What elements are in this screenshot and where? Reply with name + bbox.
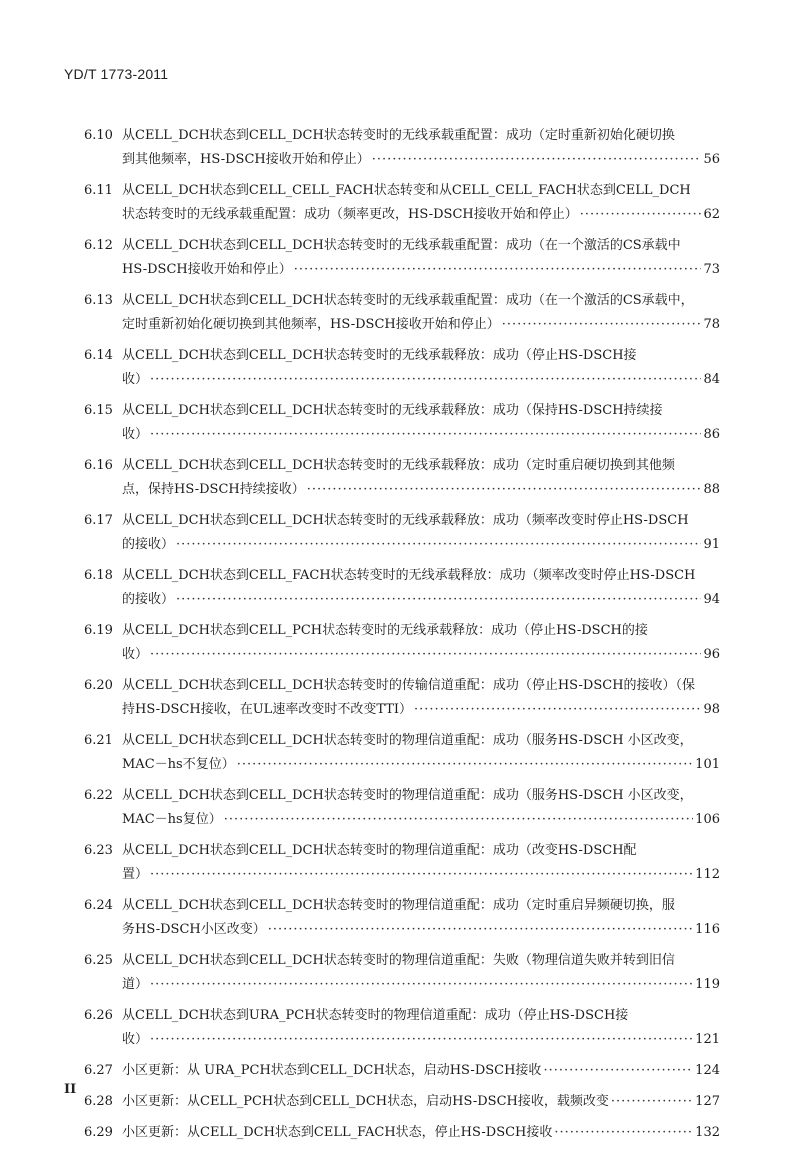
toc-entry-page-number: 91: [703, 537, 720, 552]
dot-leader: [176, 533, 701, 557]
toc-entry-last-line: [122, 478, 720, 502]
dot-leader: [502, 313, 702, 337]
toc-entry-last-line: [122, 643, 720, 667]
toc-entry-title-tail: 收）: [122, 372, 149, 387]
toc-entry-title-line: 从CELL_DCH状态到CELL_DCH状态转变时的物理信道重配：成功（服务HS-DSCH 小区改变，: [122, 733, 693, 748]
toc-entry-page-number: 94: [703, 592, 720, 607]
toc-entry-page-number: 119: [695, 977, 720, 992]
toc-entry-page-number: 73: [703, 262, 720, 277]
dot-leader: [150, 973, 693, 997]
toc-entry-title-tail: 定时重新初始化硬切换到其他频率，HS-DSCH接收开始和停止）: [122, 317, 500, 332]
toc-entry-body: [122, 509, 720, 557]
toc-entry[interactable]: [84, 234, 720, 282]
toc-entry[interactable]: [84, 289, 720, 337]
toc-entry-number: 6.10: [84, 128, 113, 143]
toc-entry-title-tail: 小区更新：从CELL_DCH状态到CELL_FACH状态，停止HS-DSCH接收: [122, 1125, 553, 1140]
toc-entry-number: 6.25: [84, 953, 113, 968]
toc-entry[interactable]: [84, 894, 720, 942]
dot-leader: [414, 698, 701, 722]
dot-leader: [150, 1028, 693, 1052]
toc-entry-body: [122, 344, 720, 392]
toc-entry-body: [122, 564, 720, 612]
toc-entry-title-line: 从CELL_DCH状态到CELL_DCH状态转变时的无线承载释放：成功（频率改变时停止HS-DSCH: [122, 513, 689, 528]
toc-entry-body: [122, 1121, 720, 1145]
toc-entry-page-number: 101: [695, 757, 720, 772]
toc-entry-title-tail: 持HS-DSCH接收，在UL速率改变时不改变TTI）: [122, 702, 413, 717]
toc-entry-number: 6.11: [84, 183, 113, 198]
toc-entry-body: [122, 289, 720, 337]
toc-entry-body: [122, 179, 720, 227]
toc-entry[interactable]: [84, 784, 720, 832]
toc-entry-last-line: [122, 918, 720, 942]
toc-entry-title-tail: MAC－hs复位）: [122, 812, 222, 827]
toc-entry-number: 6.21: [84, 733, 113, 748]
toc-entry-page-number: 116: [695, 922, 720, 937]
toc-entry-last-line: [122, 313, 720, 337]
toc-entry-page-number: 127: [695, 1094, 720, 1109]
toc-entry-number: 6.14: [84, 348, 113, 363]
toc-entry-page-number: 121: [695, 1032, 720, 1047]
toc-entry-page-number: 78: [703, 317, 720, 332]
toc-entry-number: 6.22: [84, 788, 113, 803]
toc-entry-title-line: 从CELL_DCH状态到CELL_DCH状态转变时的无线承载重配置：成功（定时重新初始化硬切换: [122, 128, 675, 143]
toc-entry-number: 6.27: [84, 1063, 113, 1078]
toc-entry-title-line: 从CELL_DCH状态到CELL_DCH状态转变时的无线承载释放：成功（保持HS-DSCH持续接: [122, 403, 663, 418]
toc-entry-number: 6.26: [84, 1008, 113, 1023]
toc-entry[interactable]: [84, 949, 720, 997]
toc-entry-last-line: [122, 588, 720, 612]
toc-entry-page-number: 106: [695, 812, 720, 827]
toc-entry-body: [122, 234, 720, 282]
toc-entry-page-number: 88: [703, 482, 720, 497]
toc-entry-number: 6.19: [84, 623, 113, 638]
toc-entry-last-line: [122, 423, 720, 447]
document-code-header: YD/T 1773-2011: [64, 66, 169, 82]
toc-entry-body: [122, 1090, 720, 1114]
toc-entry-title-line: 从CELL_DCH状态到CELL_PCH状态转变时的无线承载释放：成功（停止HS-DSCH的接: [122, 623, 648, 638]
dot-leader: [294, 258, 702, 282]
page-number-roman: II: [64, 1082, 77, 1097]
toc-entry-last-line: [122, 1090, 720, 1114]
toc-entry-number: 6.15: [84, 403, 113, 418]
toc-entry-title-line: 从CELL_DCH状态到CELL_DCH状态转变时的无线承载释放：成功（停止HS-DSCH接: [122, 348, 637, 363]
toc-entry-title-tail: 收）: [122, 1032, 149, 1047]
dot-leader: [150, 863, 693, 887]
dot-leader: [554, 1121, 693, 1145]
dot-leader: [224, 808, 693, 832]
toc-entry-body: [122, 619, 720, 667]
toc-entry-page-number: 84: [703, 372, 720, 387]
toc-entry-body: [122, 839, 720, 887]
toc-entry-number: 6.23: [84, 843, 113, 858]
toc-entry-number: 6.28: [84, 1094, 113, 1109]
toc-entry[interactable]: [84, 179, 720, 227]
toc-entry-title-tail: MAC－hs不复位）: [122, 757, 235, 772]
toc-entry-title-tail: 收）: [122, 647, 149, 662]
toc-entry-title-tail: 到其他频率，HS-DSCH接收开始和停止）: [122, 152, 370, 167]
dot-leader: [372, 148, 702, 172]
toc-entry-title-tail: 小区更新：从 URA_PCH状态到CELL_DCH状态，启动HS-DSCH接收: [122, 1063, 542, 1078]
toc-entry-title-tail: 点，保持HS-DSCH持续接收）: [122, 482, 305, 497]
toc-entry-number: 6.12: [84, 238, 113, 253]
toc-entry[interactable]: [84, 729, 720, 777]
toc-entry-title-line: 从CELL_DCH状态到CELL_DCH状态转变时的无线承载释放：成功（定时重启硬切换到其他频: [122, 458, 675, 473]
toc-entry-page-number: 112: [695, 867, 720, 882]
toc-entry-number: 6.13: [84, 293, 113, 308]
toc-entry[interactable]: [84, 839, 720, 887]
toc-entry-title-tail: 置）: [122, 867, 149, 882]
toc-entry[interactable]: [84, 674, 720, 722]
toc-entry-last-line: [122, 1121, 720, 1145]
toc-entry-number: 6.20: [84, 678, 113, 693]
dot-leader: [176, 588, 701, 612]
dot-leader: [150, 643, 701, 667]
toc-entry-title-line: 从CELL_DCH状态到CELL_DCH状态转变时的无线承载重配置：成功（在一个激活的CS承载中，: [122, 293, 694, 308]
dot-leader: [237, 753, 693, 777]
toc-entry-title-line: 从CELL_DCH状态到CELL_DCH状态转变时的无线承载重配置：成功（在一个激活的CS承载中: [122, 238, 681, 253]
toc-entry-body: [122, 729, 720, 777]
toc-entry-title-tail: 状态转变时的无线承载重配置：成功（频率更改，HS-DSCH接收开始和停止）: [122, 207, 578, 222]
toc-entry[interactable]: [84, 454, 720, 502]
toc-entry[interactable]: [84, 399, 720, 447]
toc-entry-title-tail: HS-DSCH接收开始和停止）: [122, 262, 292, 277]
toc-entry-last-line: [122, 368, 720, 392]
toc-entry-last-line: [122, 698, 720, 722]
toc-entry-page-number: 96: [703, 647, 720, 662]
toc-entry-page-number: 86: [703, 427, 720, 442]
toc-entry-title-line: 从CELL_DCH状态到CELL_DCH状态转变时的物理信道重配：成功（改变HS-DSCH配: [122, 843, 637, 858]
toc-entry-body: [122, 1004, 720, 1052]
toc-entry[interactable]: [84, 619, 720, 667]
toc-entry-number: 6.24: [84, 898, 113, 913]
toc-entry-title-line: 从CELL_DCH状态到CELL_DCH状态转变时的物理信道重配：成功（定时重启异频硬切换，服: [122, 898, 675, 913]
toc-entry-body: [122, 399, 720, 447]
toc-entry-title-line: 从CELL_DCH状态到CELL_DCH状态转变时的物理信道重配：成功（服务HS-DSCH 小区改变，: [122, 788, 693, 803]
dot-leader: [150, 368, 701, 392]
dot-leader: [611, 1090, 693, 1114]
toc-entry[interactable]: [84, 1090, 720, 1114]
toc-entry-title-line: 从CELL_DCH状态到URA_PCH状态转变时的物理信道重配：成功（停止HS-DSCH接: [122, 1008, 629, 1023]
toc-entry-title-line: 从CELL_DCH状态到CELL_FACH状态转变时的无线承载释放：成功（频率改变时停止HS-DSCH: [122, 568, 696, 583]
toc-entry[interactable]: [84, 124, 720, 172]
toc-entry-last-line: [122, 1028, 720, 1052]
toc-entry-last-line: [122, 203, 720, 227]
toc-entry-last-line: [122, 753, 720, 777]
toc-entry-page-number: 124: [695, 1063, 720, 1078]
dot-leader: [543, 1059, 693, 1083]
toc-entry[interactable]: [84, 1121, 720, 1145]
table-of-contents: [84, 124, 720, 1152]
toc-entry-body: [122, 454, 720, 502]
toc-entry-page-number: 62: [703, 207, 720, 222]
toc-entry-last-line: [122, 148, 720, 172]
toc-entry-body: [122, 674, 720, 722]
toc-entry-last-line: [122, 258, 720, 282]
toc-entry-number: 6.17: [84, 513, 113, 528]
toc-entry-title-tail: 的接收）: [122, 592, 175, 607]
toc-entry-title-line: 从CELL_DCH状态到CELL_DCH状态转变时的物理信道重配：失败（物理信道失败并转到旧信: [122, 953, 675, 968]
toc-entry-last-line: [122, 808, 720, 832]
dot-leader: [580, 203, 702, 227]
toc-entry-page-number: 132: [695, 1125, 720, 1140]
toc-entry-number: 6.29: [84, 1125, 113, 1140]
toc-entry[interactable]: [84, 1004, 720, 1052]
toc-entry[interactable]: [84, 509, 720, 557]
toc-entry-body: [122, 894, 720, 942]
toc-entry-body: [122, 784, 720, 832]
toc-entry-title-tail: 收）: [122, 427, 149, 442]
dot-leader: [268, 918, 693, 942]
toc-entry-body: [122, 1059, 720, 1083]
toc-entry-title-line: 从CELL_DCH状态到CELL_CELL_FACH状态转变和从CELL_CELL_FACH状态到CELL_DCH: [122, 183, 691, 198]
toc-entry-page-number: 56: [703, 152, 720, 167]
toc-entry-last-line: [122, 863, 720, 887]
toc-entry-title-tail: 小区更新：从CELL_PCH状态到CELL_DCH状态，启动HS-DSCH接收，载频改变: [122, 1094, 609, 1109]
toc-entry-page-number: 98: [703, 702, 720, 717]
dot-leader: [150, 423, 701, 447]
toc-entry-last-line: [122, 1059, 720, 1083]
dot-leader: [307, 478, 702, 502]
toc-entry-number: 6.18: [84, 568, 113, 583]
toc-entry-title-line: 从CELL_DCH状态到CELL_DCH状态转变时的传输信道重配：成功（停止HS-DSCH的接收）（保: [122, 678, 696, 693]
toc-entry-last-line: [122, 973, 720, 997]
toc-entry[interactable]: [84, 564, 720, 612]
toc-entry[interactable]: [84, 344, 720, 392]
toc-entry[interactable]: [84, 1059, 720, 1083]
toc-entry-body: [122, 949, 720, 997]
toc-entry-number: 6.16: [84, 458, 113, 473]
toc-entry-body: [122, 124, 720, 172]
toc-entry-title-tail: 的接收）: [122, 537, 175, 552]
toc-entry-last-line: [122, 533, 720, 557]
toc-entry-title-tail: 道）: [122, 977, 149, 992]
toc-entry-title-tail: 务HS-DSCH小区改变）: [122, 922, 266, 937]
